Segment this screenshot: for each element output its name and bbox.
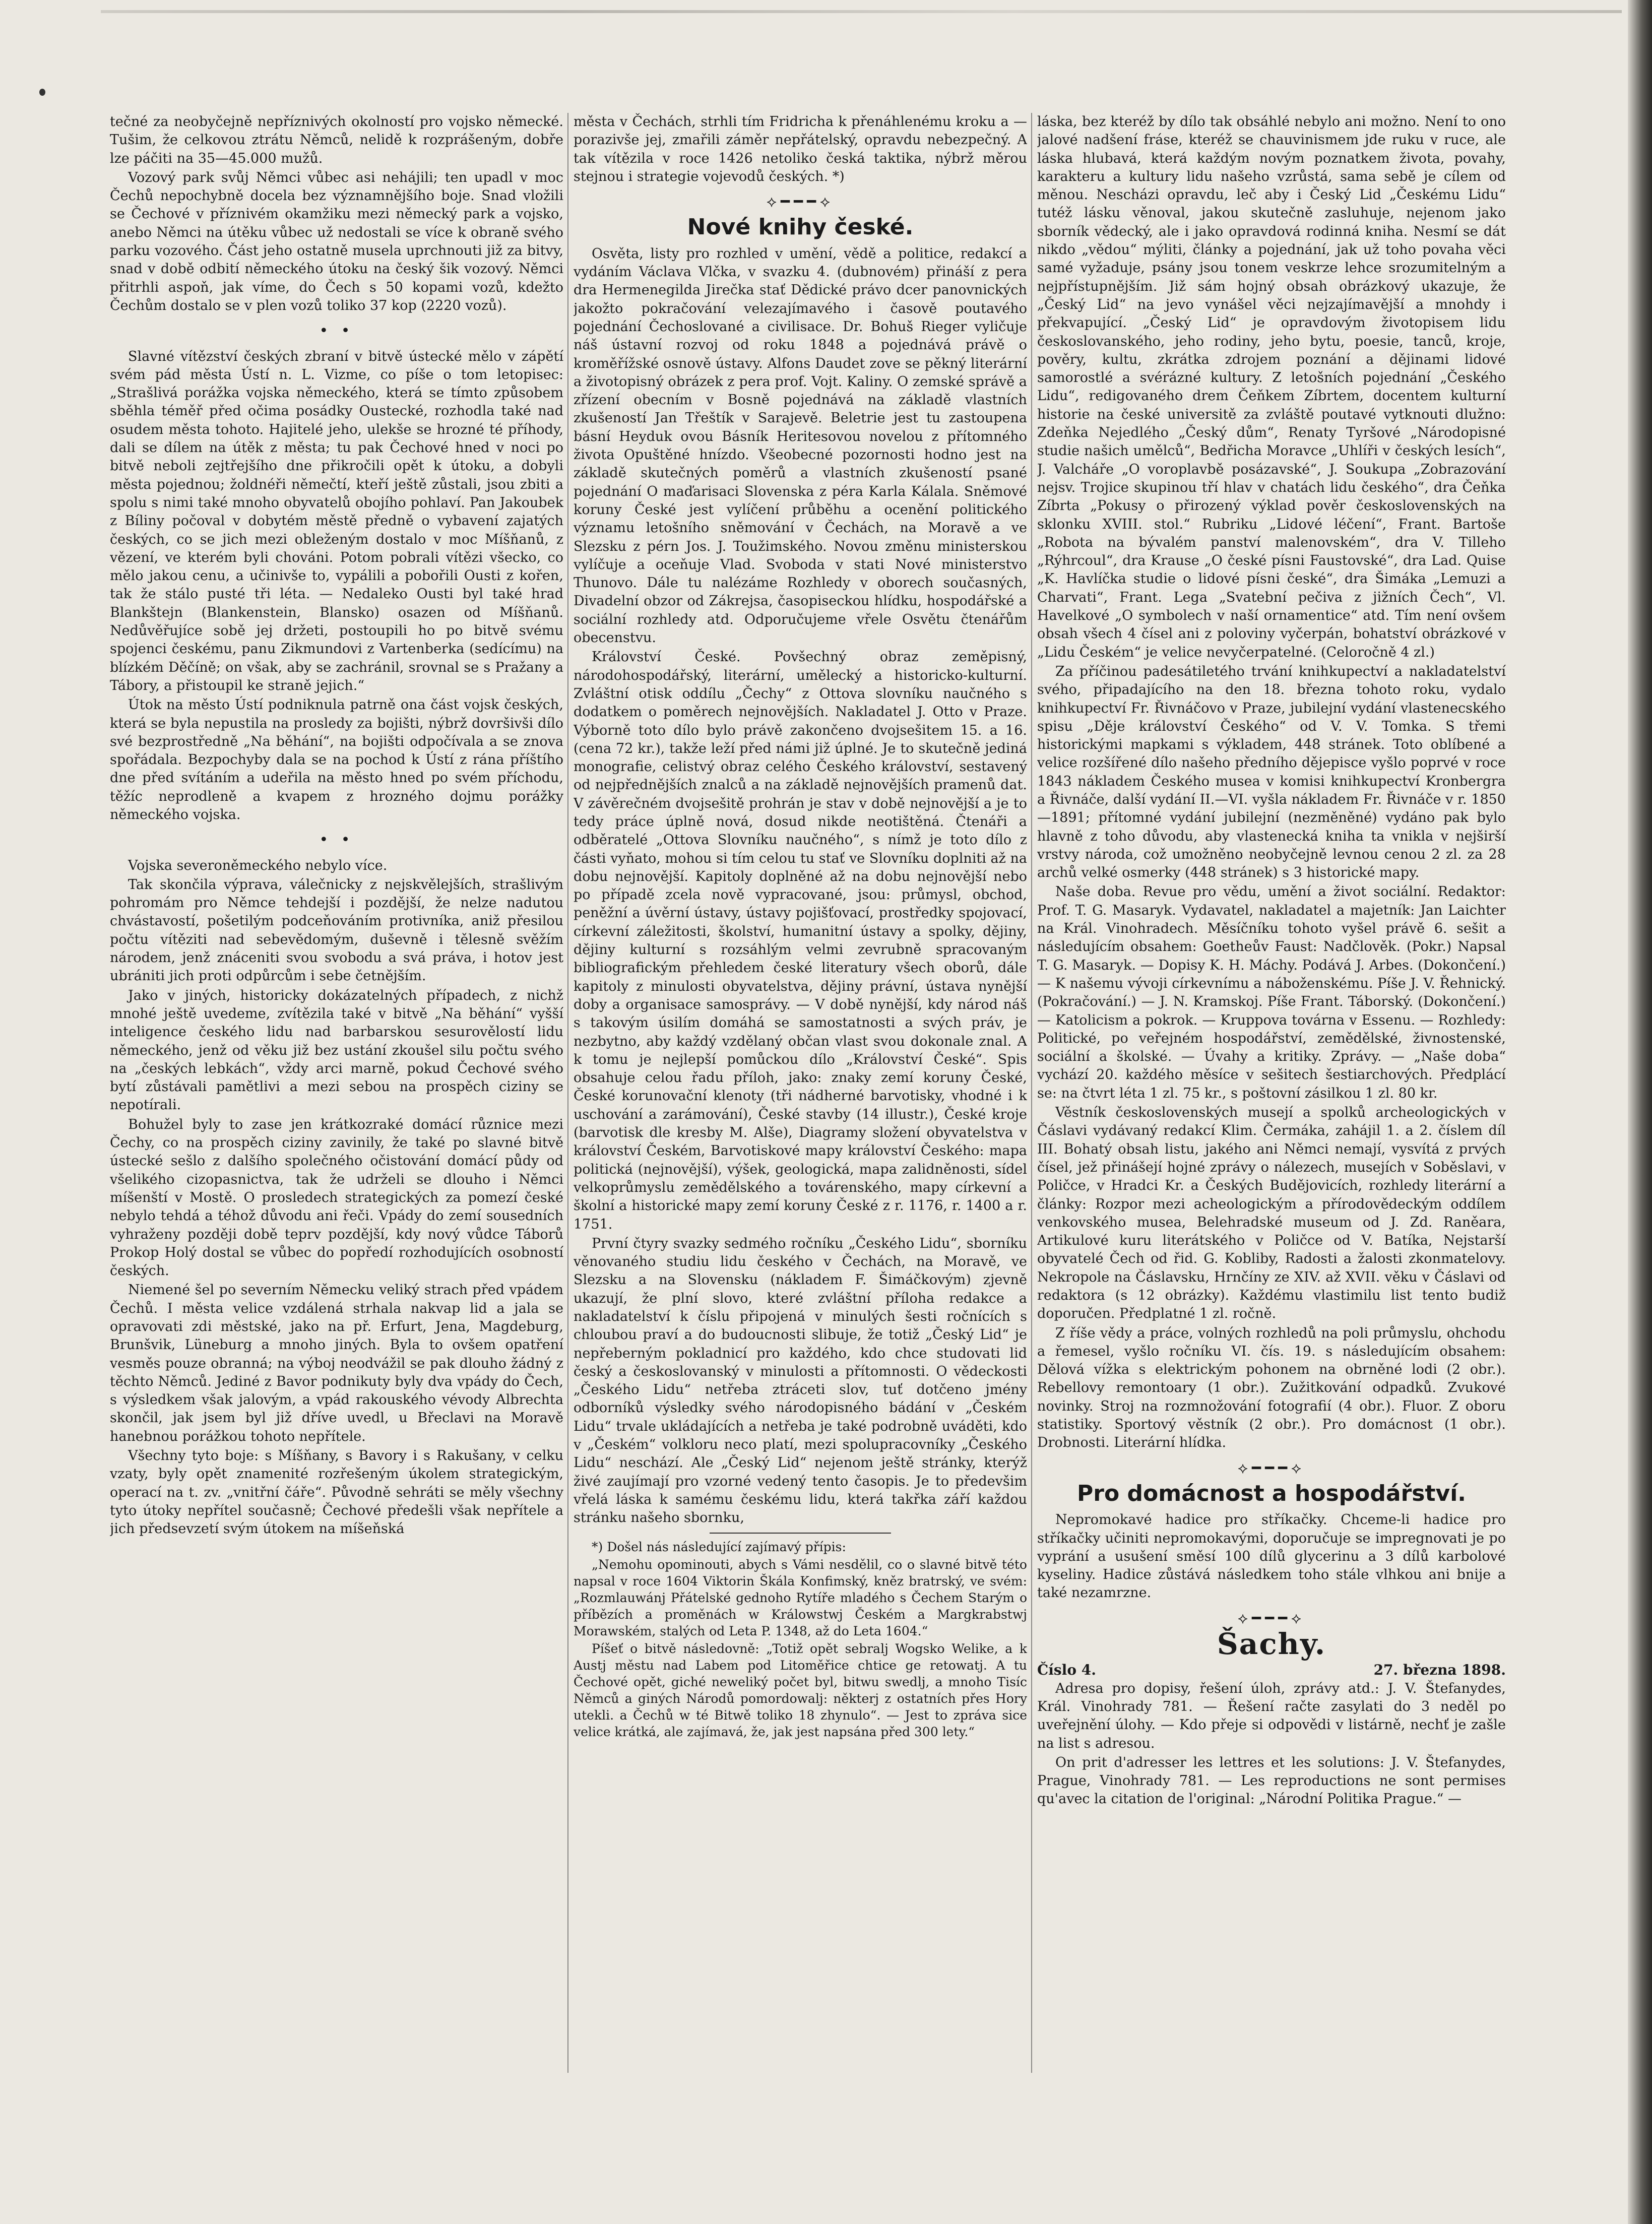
paragraph: Z říše vědy a práce, volných rozhledů na poli průmyslu, ohchodu a řemesel, vyšlo ročníku VI. čís. 19. s následujícím obsahem: Dělová vížka s elektrickým pohonem na obrněné lodi (2 obr.). Rebellovy remontoary (1 obr.). Zužitkování odpadků. Zvukové novinky. Stroj na rozmnožování fotografií (4 obr.). Fluor. Z oboru statistiky. Sportový věstník (2 obr.). Pro domácnost (1 obr.). Drobnosti. Literární hlídka. — [1037, 1325, 1506, 1451]
paragraph: Věstník československých musejí a spolků archeologických v Čáslavi vydávaný redakcí Klim. Čermáka, zahájil 1. a 2. číslem díl III. Bohatý obsah listu, jakého ani Němci nemají, vysvítá z prvých čísel, jež přinášejí hojné zprávy o nálezech, musejích v Soběslavi, v Poličce, v Hradci Kr. a Českých Budějovicích, rozhledy literární a články: Rozpor mezi acheologickým a přírodovědeckým oddílem venkovského musea, Belehradské museum od J. Zd. Raněara, Artikulové kuru literátského v Poličce od V. Batíka, Nejstarší obyvatelé Čech od řid. G. Kobliby, Radosti a žalosti zkonmatelovy. Nekropole na Čáslavsku, Hrnčíny ze XIV. až XVII. věku v Čáslavi od redaktora (s 12 obrázky). Každému vlastimilu list tento budiž doporučen. Předplatné 1 zl. ročně. — [1037, 1105, 1506, 1322]
paragraph: Bohužel byly to zase jen krátkozraké domácí různice mezi Čechy, co na prospěch ciziny zavinily, že také po slavné bitvě ústecké sešlo z dalšího společného očistování domácí půdy od všelikého cizopasnictva, tak že udrželi se dlouho i Němci míšenští v Mostě. O prosledech strategických za pomezí české nebylo tehdá a téhož důvodu ani řeči. Vpády do zemí sousedních vyhraženy později době teprv pozdější, kdy nový vůdce Táborů Prokop Holý dostal se vůbec do popředí rozhodujících osobností českých. — [110, 1116, 563, 1279]
section-separator: ⟡━━━⟡ — [1238, 1459, 1305, 1477]
top-rule — [101, 10, 1622, 13]
footnotes — [574, 1539, 1027, 1740]
paragraph: láska, bez kteréž by dílo tak obsáhlé nebylo ani možno. Není to ono jalové nadšení fráse, kteréž se chauvinismem jde ruku v ruce, ale láska hlubavá, která každým novým poznatkem života, povahy, karakteru a kultury lidu našeho vzrůstá, sama sebě je cílem od měnou. Nescházi opravdu, leč aby i Český Lid „Českému Lidu“ tutéž lásku věnoval, jakou skutečně zasluhuje, nejenom jako sborník vědecký, ale i jako opravdová rodinná kniha. Nesmí se dát nikdo „vědou“ mýliti, články a pojednání, jak už toho povaha věci samé vyžaduje, psány jsou tonem veskrze lehce srozumitelným a nejpřístupnějším. Již sám hojný obsah obrázkový ukazuje, že „Český Lid“ na jevo vynášel věci nejzajímavější a mnohdy i překvapující. „Český Lid“ je opravdovým životopisem lidu českoslovanského, jeho rodiny, jeho bytu, poesie, tanců, kroje, pověry, kultu, zkrátka zdrojem poznání a dějinami lidové samorostlé a svérázné kultury. Z letošních pojednání „Českého Lidu“, redigovaného drem Čeňkem Zíbrtem, docentem kulturní historie na české universitě za zvláště poutavé vytknouti dlužno: Zdeňka Nejedlého „Český dům“, Renaty Tyršové „Národopisné studie našich umělců“, Bedřicha Moravce „Uhlíři v českých lesích“, J. Valcháře „O voroplavbě posázavské“, J. Soukupa „Zobrazování nejsv. Trojice skupinou tří hlav v chatách lidu českého“, dra Čeňka Zíbrta „Pokusy o přirozený výklad pověr československých na sklonku XVIII. stol.“ Rubriku „Lidové léčení“, Frant. Bartoše „Robota na bývalém panství malenovském“, dra V. Tilleho „Rýhrcoul“, dra Krause „O české písni Faustovské“, dra Lad. Quise „K. Havlíčka studie o lidové písni české“, dra Šimáka „Lemuzi a Charvati“, Frant. Lega „Svatební pečiva z jižních Čech“, Vl. Havelkové „O symbolech v naší ornamentice“ atd. Tím není ovšem obsah všech 4 čísel ani z poloviny vyčerpán, bohatství obrázkové v „Lidu Českém“ je velice nevyčerpatelné. (Celoročně 4 zl.) — [1037, 114, 1506, 660]
page-edge-shadow — [1628, 0, 1652, 2224]
footnote-rule — [710, 1533, 891, 1534]
paragraph: města v Čechách, strhli tím Fridricha k přenáhlenému kroku a — porazivše jej, zmařili záměr nepřátelský, opravdu nebezpečný. A tak vítězila v roce 1426 netoliko česká taktika, nýbrž měrou stejnou i strategie vojevodů českých. *) — [574, 114, 1027, 184]
ink-dot — [39, 89, 45, 96]
footnote: „Nemohu opominouti, abych s Vámi nesdělil, co o slavné bitvě této napsal v roce 1604 Viktorin Škála Konfimský, kněz bratrský, ve svém: „Rozmlauwánj Přátelské gednoho Rytíře mladého s Čechem Starým o příbězích a proměnách w Králowstwj Českém a Margkrabstwj Morawském, stalých od Leta P. 1348, až do Leta 1604.“ — [574, 1557, 1027, 1638]
paragraph: Vozový park svůj Němci vůbec asi nehájili; ten upadl v moc Čechů nepochybně docela bez významnějšího boje. Snad vložili se Čechové v příznivém okamžiku mezi německý park a vojsko, anebo Němci na útěku vůbec už nedostali se více k obraně svého parku vozového. Část jeho ostatně musela uprchnouti již za bitvy, snad v době odbití německého útoku na český šik vozový. Němci přitrhli aspoň, jak víme, do Čech s 50 kopami vozů, kdežto Čechům dostalo se v plen vozů toliko 37 kop (2220 vozů). — [110, 169, 563, 313]
section-separator: • • — [319, 322, 354, 340]
section-separator: ⟡━━━⟡ — [1238, 1609, 1305, 1627]
paragraph: Útok na město Ústí podniknula patrně ona část vojsk českých, která se byla nepustila na prosledy za bojišti, nýbrž dovršivši dílo své bezprostředně „Na běhání“, na bojišti odpočívala a se znova spořádala. Bezpochyby dala se na pochod k Ústí z rána příštího dne před svítáním a udeřila na město hned po svém příchodu, těžíc neprodleně a kvapem z hrozného dojmu porážky německého vojska. — [110, 697, 563, 822]
paragraph: Nepromokavé hadice pro stříkačky. Chceme-li hadice pro stříkačky učiniti nepromokavými, doporučuje se impregnovati je po vyprání a usušení směsí 100 dílů glycerinu a 3 dílů karbolové kyseliny. Hadice zůstává následkem toho stále vlhkou ani bnije a také nezamrzne. — [1037, 1512, 1506, 1601]
column-2 — [574, 113, 1027, 2073]
paragraph: Tak skončila výprava, válečnicky z nejskvělejších, strašlivým pohromám pro Němce tehdejší i pozdější, že nelze nadutou chvástavostí, pošetilým podceňováním protivníka, aniž přesilou počtu vítěziti nad sebevědomým, duševně i tělesně svěžím národem, jenž znáceniti svou svobodu a svá práva, i hotov jest ubrániti jich proti odpůrcům i sebe četnějším. — [110, 876, 563, 984]
column-rule-2 — [1031, 113, 1032, 2073]
section-separator: ⟡━━━⟡ — [767, 193, 834, 211]
paragraph: První čtyry svazky sedmého ročníku „Českého Lidu“, sborníku věnovaného studiu lidu českého v Čechách, na Moravě, ve Slezsku a na Slovensku (nákladem F. Šimáčkovým) zjevně ukazují, že plní slovo, které zvláštní příloha redakce a nakladatelství k číslu připojená v minulých šesti ročnících s chloubou praví a do budoucnosti slibuje, že totiž „Český Lid“ je nepřeberným pokladnicí pro každého, kdo chce studovati lid český a českoslovanský v minulosti a přítomnosti. O vědeckosti „Českého Lidu“ netřeba ztráceti slov, tuť dotčeno jmény odborníků výsledky svého národopisného bádání v „Českém Lidu“ trvale ukládajících a netřeba je také podrobně uváděti, kdo v „Českém“ volkloru neco platí, mezi spolupracovníky „Českého Lidu“ neschází. Ale „Český Lid“ nejenom ještě stránky, kterýž živé zaujímají pro vzorné vedený tento časopis. Je to předevšim vřelá láska k samému českému lidu, která takřka září každou stránku našeho sbornku, — [574, 1235, 1027, 1526]
paragraph: Vojska severoněmeckého nebylo více. — [128, 857, 388, 873]
paragraph: Slavné vítězství českých zbraní v bitvě ústecké mělo v zápětí svém pád města Ústí n. L. Vizme, co píše o tom letopisec: „Strašlivá porážka vojska německého, která se tímto způsobem sběhla téměř před očima posádky Oustecké, rozhodla také nad osudem města tohoto. Hajitelé jeho, ulekše se hrozné té příhody, dali se dílem na útěk z města; tu pak Čechové hned v noci po bitvě neboli zejtřejšího dne přikročili opět k útoku, a dobyli města pojednou; žoldnéři němečtí, kteří ještě zůstali, jsou zbiti a spolu s nimi také mnoho obyvatelů obojího pohlaví. Pan Jakoubek z Bíliny počoval v dobytém městě předně o vybavení zajatých českých, co se jich mezi obleženým dostalo v moc Míšňanů, z vězení, ve kterém byli chováni. Potom pobrali vítězi všecko, co mělo jakou cenu, a učinivše to, vypálili a pobořili Ousti z kořen, tak že stálo pusté tři léta. — Nedaleko Ousti byl také hrad Blankštejn (Blankenstein, Blansko) osazen od Míšňanů. Nedůvěřujíce sobě jej držeti, postoupili ho po bitvě svému spojenci českému, panu Zikmundovi z Vartenberka (sedícímu) na blízkém Děčíně; on však, aby se zachránil, srovnal se s Pražany a Tábory, a přistoupil ke straně jejich.“ — [110, 348, 563, 693]
column-rule-1 — [567, 113, 568, 2073]
paragraph: Osvěta, listy pro rozhled v umění, vědě a politice, redakcí a vydáním Václava Vlčka, v svazku 4. (dubnovém) přináší z pera dra Hermenegilda Jirečka stať Dědické právo dcer panovnických jakožto pokračování velezajímavého i časově poutavého pojednání Čechoslované a civilisace. Dr. Bohuš Rieger vyličuje náš ústavní rozvoj od roku 1848 a pojednává právě o kroměřížské osnově ústavy. Alfons Daudet zove se pěkný literární a životopisný obrázek z pera prof. Vojt. Kaliny. O zemské správě a zřízení obecním v Bosně pojednává na základě vlastních zkušeností Jan Třeštík v Sarajevě. Beletrie jest tu zastoupena básní Heyduk ovou Básník Heritesovou novelou z přítomného života Opuštěné hnízdo. Všeobecné pozornosti hodno jest na základě skutečných poměrů a vlastních zkušeností psané pojednání O maďarisaci Slovenska z péra Karla Kálala. Sněmové koruny České jest vylíčení průběhu a ocenění politického významu letošního sněmování v Čechách, na Moravě a ve Slezsku z pérn Jos. J. Toužimského. Novou změnu ministerskou vylíčuje a oceňuje Vlad. Svoboda v stati Nové ministerstvo Thunovo. Dále tu nalézáme Rozhledy v oborech současných, Divadelní obzor od Zákrejsa, časopiseckou hlídku, hospodářské a sociální rozhledy atd. Odporučujeme vřele Osvětu čtenářům obecenstvu. — [574, 245, 1027, 646]
footnote: *) Došel nás následující zajímavý přípis: — [592, 1539, 846, 1554]
column-1 — [110, 113, 563, 2073]
paragraph: Všechny tyto boje: s Míšňany, s Bavory i s Rakušany, v celku vzaty, byly opět znamenité rozřešeným úkolem strategickým, operací na t. zv. „vnitřní čáře“. Původně sehráti se měly všechny tyto útoky nepřítel současně; Čechové předešli však nepřítele a jich předsevzetí svým útokem na míšeňská — [110, 1448, 563, 1537]
paragraph: tečné za neobyčejně nepříznivých okolností pro vojsko německé. Tušim, že celkovou ztrátu Němců, nelidě k rozprášeným, dobře lze páčiti na 35—45.000 mužů. — [110, 114, 563, 166]
paragraph: Jako v jiných, historicky dokázatelných případech, z nichž mnohé ještě uvedeme, zvítězila také v bitvě „Na běhání“ vyšší inteligence českého lidu nad barbarskou sesurovělostí lidu německého, jenž od věku již bez ustání zkoušel silu počtu svého na „českých lebkách“, vždy arci marně, pokud Čechové svého bytí zůstávali pamětlivi a mezi sebou na prospěch ciziny se nepotírali. — [110, 987, 563, 1113]
chess-dateline — [1037, 1661, 1506, 1679]
paragraph: Království České. Povšechný obraz zeměpisný, národohospodářský, literární, umělecký a historicko-kulturní. Zvláštní otisk oddílu „Čechy“ z Ottova slovníku naučného s dodatkem o poměrech nejnovějších. Nakladatel J. Otto v Praze. Výborně toto dílo bylo právě zakončeno dvojsešitem 15. a 16. (cena 72 kr.), takže leží před námi již úplné. Je to skutečně jediná monografie, celistvý obraz celého Českého království, sestavený od nejpřednějších znalců a na základě nejnovějších pramenů dat. V závěrečném dvojsešitě prohrán je stav v době nejnovější a je to tedy práce úplně nová, dosud nikde neotištěná. Čtenáři a odběratelé „Ottova Slovníku naučného“, s nímž je toto dílo z části vyňato, mohou si tím celou tu stať ve Slovníku doplniti až na dobu nejnovější. Kapitoly doplněné až na dobu nejnovější nebo po případě zcela nově vypracované, jsou: průmysl, obchod, peněžní a úvěrní ústavy, ústavy pojišťovací, prostředky spojovací, církevní záležitosti, školství, humanitní ústavy a spolky, dějiny, dějiny kulturní s rozsáhlým velmi zevrubně spracovaným bibliografickým přehledem české literatury všech oborů, dále kapitoly z minulosti obyvatelstva, dějiny právní, ústava nynější doby a organisace samosprávy. — V době nynější, kdy národ náš s takovým úsilím domáhá se samostatnosti a svých práv, je nezbytno, aby každý vzdělaný občan vlast svou dokonale znal. A k tomu je nejlepší pomůckou dílo „Království České“. Spis obsahuje celou řadu příloh, jako: znaky zemí koruny České, České korunovační klenoty (tři nádherné barvotisky, vhodné i k uschování a zarámování), České stavby (14 illustr.), České kroje (barvotisk dle kresby M. Alše), Diagramy složení obyvatelstva v království Českém, Barvotiskové mapy království Českého: mapa politická (nejnovější), výšek, geologická, mapa zalidněnosti, sídel velkoprůmyslu zemědělského a továrenského, mapy církevní a školní a historické mapy zemí koruny České z r. 1176, r. 1400 a r. 1751. — [574, 649, 1027, 1232]
paragraph: Za příčinou padesátiletého trvání knihkupectví a nakladatelství svého, připadajícího na den 18. března tohoto roku, vydalo knihkupectví Fr. Řivnáčovo v Praze, jubilejní vydání vlastenecského spisu „Děje království Českého“ od V. V. Tomka. S třemi historickými mapkami s výkladem, 448 stránek. Toto oblíbené a velice rozšířené dílo našeho předního dějepisce vyšlo poprvé v roce 1843 nákladem Českého musea v komisi knihkupectví Kronbergra a Řivnáče, další vydání II.—VI. vyšla nákladem Fr. Řivnáče v r. 1850—1891; přítomné vydání jubilejní (nezměněné) vydáno pak bylo hlavně z toho důvodu, aby vlastenecká kniha ta vnikla v nejširší vrstvy národa, což umožněno neobyčejně levnou cenou 2 zl. za 28 archů velké osmerky (448 stránek) s 3 historické mapy. — [1037, 663, 1506, 881]
section-title-household: Pro domácnost a hospodářství. — [1077, 1480, 1466, 1506]
chess-date: 27. března 1898. — [1373, 1662, 1506, 1679]
chess-number: Číslo 4. — [1037, 1662, 1096, 1679]
column-3 — [1037, 113, 1506, 2073]
section-title-new-books: Nové knihy české. — [687, 214, 914, 240]
paragraph: On prit d'adresser les lettres et les solutions: J. V. Štefanydes, Prague, Vinohrady 781. — Les reproductions ne sont permises qu'avec la citation de l'original: „Národní Politika Prague.“ — — [1037, 1754, 1506, 1807]
paragraph: Naše doba. Revue pro vědu, umění a život sociální. Redaktor: Prof. T. G. Masaryk. Vydavatel, nakladatel a majetník: Jan Laichter na Král. Vinohradech. Měsíčníku tohoto vyšel právě 6. sešit a následujícím obsahem: Goetheův Faust: Nadčlověk. (Pokr.) Napsal T. G. Masaryk. — Dopisy K. H. Máchy. Podává J. Arbes. (Dokončení.) — K našemu vývoji církevnímu a náboženskému. Píše J. V. Řehnický. (Pokračování.) — J. N. Kramskoj. Píše Frant. Táborský. (Dokončení.) — Katolicism a pokrok. — Kruppova továrna v Essenu. — Rozhledy: Politické, po veřejném hospodářství, zemědělské, živnostenské, sociální a školské. — Úvahy a kritiky. Zprávy. — „Naše doba“ vychází 20. každého měsíce v sešitech šestiarchových. Předplácí se: na čtvrt léta 1 zl. 75 kr., s poštovní zásilkou 1 zl. 80 kr. — [1037, 884, 1506, 1101]
paragraph: Adresa pro dopisy, řešení úloh, zprávy atd.: J. V. Štefanydes, Král. Vinohrady 781. — Řešení račte zasylati do 3 neděl po uveřejnění úlohy. — Kdo přeje si odpovědi v listárně, nechť je zašle na list s adresou. — [1037, 1680, 1506, 1751]
footnote: Píšeť o bitvě následovně: „Totiž opět sebralj Wogsko Welike, a k Austj městu nad Labem pod Litoměřice chtice ge retowatj. A tu Čechové opět, giché neweliký počet byl, bitwu swedlj, a mnoho Tisíc Němců a giných Národů pomordowalj: některj z ostatních přes Hory utekli. a Čechů w té Bitwě toliko 18 zhynulo“. — Jest to zpráva sice velice krátká, ale zajímavá, že, jak jest napsána před 300 lety.“ — [574, 1641, 1027, 1739]
section-title-chess: Šachy. — [1217, 1627, 1326, 1662]
paragraph: Niemené šel po severním Německu veliký strach před vpádem Čechů. I města velice vzdálená strhala nakvap lid a jala se opravovati zdi městské, jako na př. Erfurt, Jena, Magdeburg, Brunšvik, Lüneburg a mnoho jiných. Byla to ovšem opatření vesměs pouze obranná; na výboj neodvážil se pak dlouho žádný z těchto Němců. Jediné z Bavor podnikuty byly dva vpády do Čech, s výsledkem však jalovým, a vpád rakouského vévody Albrechta skončil, jak jsem byl již dříve uvedl, u Břeclavi na Moravě hanebnou porážkou tohoto nepřítele. — [110, 1282, 563, 1444]
section-separator: • • — [319, 831, 354, 849]
